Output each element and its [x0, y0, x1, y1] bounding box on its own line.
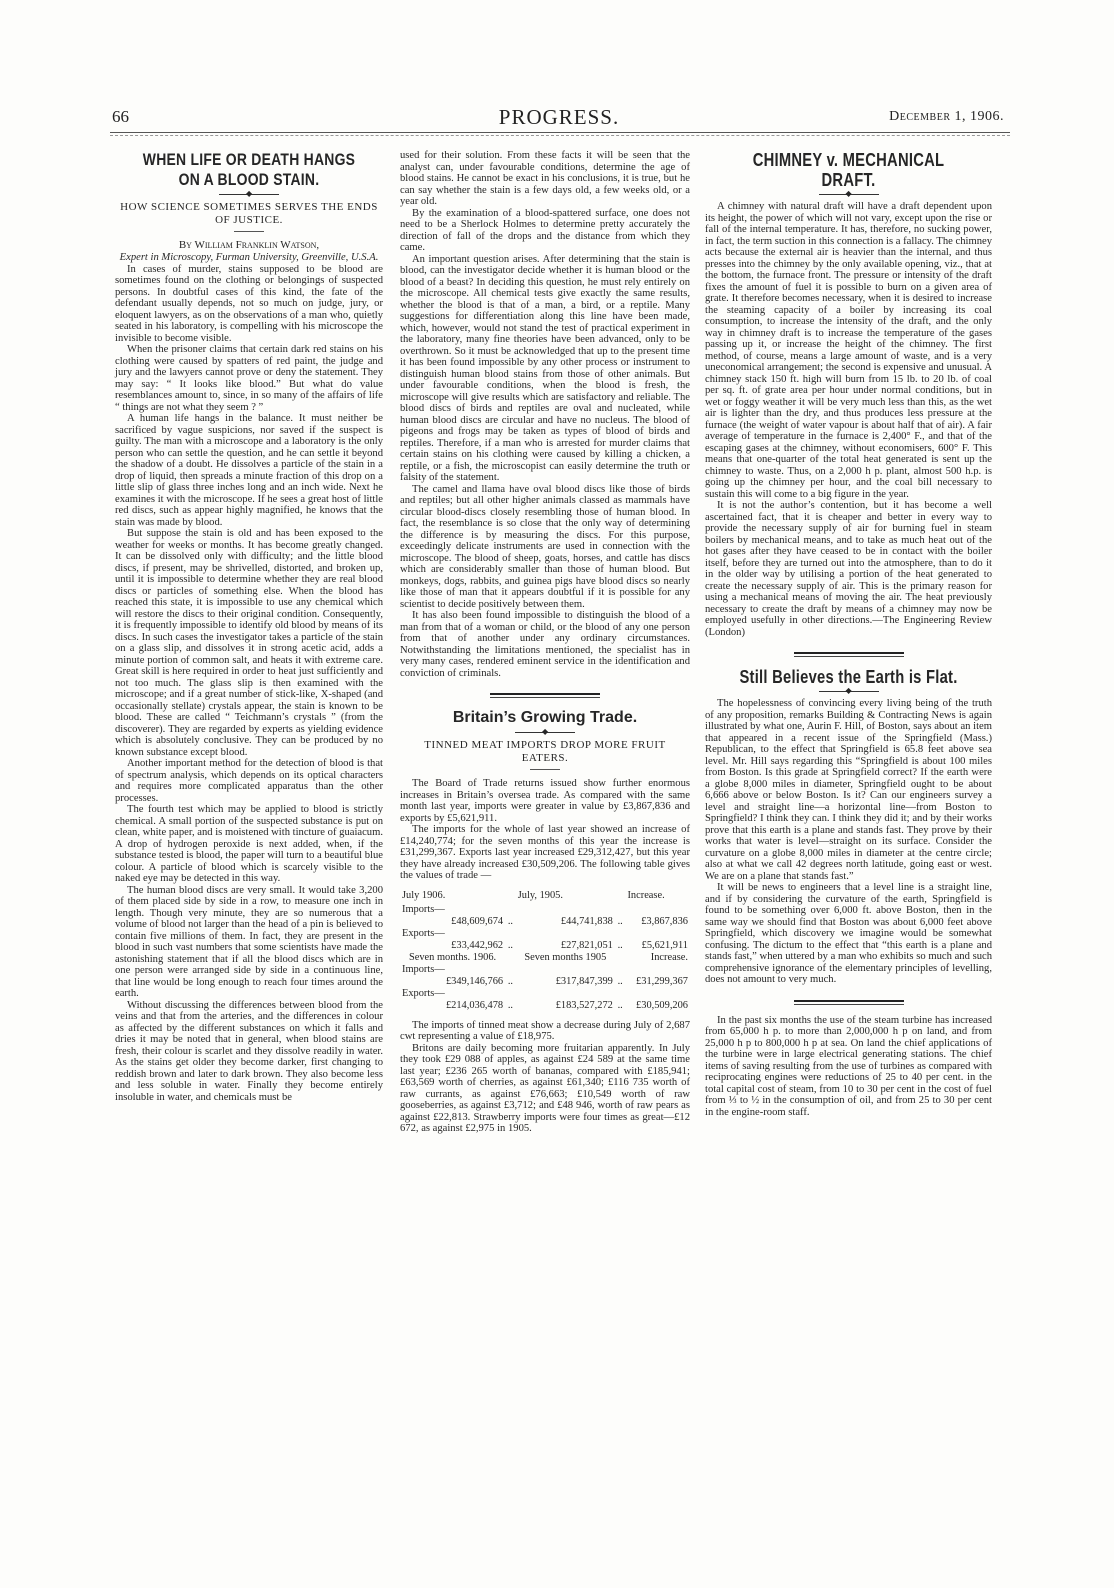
table-subheader: Increase. — [650, 951, 688, 963]
section-separator — [794, 652, 904, 657]
imports-label: Imports— — [402, 963, 445, 975]
paragraph: The imports for the whole of last year showed an increase of £14,240,774; for the seven months of this year the increase is £31,299,367. Exports last year increased £29,312,427, but this year they have already increased £30,509,206. The following table gives the values of trade — — [400, 824, 690, 881]
table-dots: .. — [507, 939, 514, 951]
exports-label: Exports— — [402, 927, 445, 939]
paragraph: used for their solution. From these facts it will be seen that the analyst can, under favourable conditions, determine the age of blood stains. He cannot be exact in his conclusions, it is true, but he can say whether the stain is a few days old, a few weeks old, or a year old. — [400, 150, 690, 207]
paragraph: The Board of Trade returns issued show further enormous increases in Britain’s oversea trade. As compared with the same month last year, imports were greater in value by £3,867,836 and exports by £5,621,911. — [400, 778, 690, 824]
table-dots: .. — [617, 915, 623, 927]
table-cell: £31,299,367 — [636, 975, 688, 987]
ornament-divider — [819, 691, 879, 692]
paragraph: Without discussing the differences between blood from the veins and that from the arteries, and the differences in colour as affected by the different substances on which it falls and dries it may be noted that in general, when blood stains are fresh, their colour is scarlet and they dissolve readily in water. As the stains get older they become darker, first changing to reddish brown and later to dark brown. They also become less and less soluble in water. Finally they become entirely insoluble in water, and chemicals must be — [115, 999, 383, 1103]
blood-article-subtitle: HOW SCIENCE SOMETIMES SERVES THE ENDS OF JUSTICE. — [120, 201, 378, 226]
table-row — [400, 916, 690, 928]
blood-article-byline: By William Franklin Watson, — [178, 239, 320, 251]
paragraph: The human blood discs are very small. It would take 3,200 of them placed side by side in a row, to measure one inch in length. Though very minute, they are so numerous that a volume of blood not larger than the head of a pin is believed to contain five millions of them. In fact, they are present in the blood in such vast numbers that some scientists have made the astonishing statement that if all the blood discs which are in one person were arranged side by side in a continuous line, that line would be long enough to reach four times around the earth. — [115, 884, 383, 999]
table-row — [400, 940, 690, 952]
paragraph: Another important method for the detection of blood is that of spectrum analysis, which depends on its optical characters and requires more complicated apparatus than the other processes. — [115, 758, 383, 804]
ornament-divider — [819, 194, 879, 195]
table-header: July 1906. — [402, 889, 446, 901]
chimney-article-title: CHIMNEY v. MECHANICAL DRAFT. — [752, 150, 945, 190]
table-cell: £44,741,838 — [560, 915, 613, 927]
section-separator — [490, 693, 600, 698]
table-cell: £48,609,674 — [451, 915, 504, 927]
earth-article-title: Still Believes the Earth is Flat. — [739, 667, 958, 687]
paragraph: It is not the author’s contention, but it has become a well ascertained fact, that it is cheaper and better in every way to provide the necessary supply of air for burning fuel in steam boilers by mechanical means, and to take as much heat out of the hot gases after they have ceased to be in contact with the boiler itself, before they are turned out into the atmosphere, than to do it in the older way by utilising a portion of the heat generated to create the necessary supply of air. This is the primary reason for using a mechanical means of moving the air. The heat previously necessary to create the draft by means of a chimney may now be employed usefully in other directions.—The Engineering Review (London) — [705, 500, 992, 638]
paragraph: A human life hangs in the balance. It must neither be sacrificed by vague suspicions, nor saved if the suspect is guilty. The man with a microscope and a laboratory is the only person who can settle the question, and he can settle it beyond the shadow of a doubt. He dissolves a particle of the stain in a drop of liquid, then spreads a minute fraction of this drop on a little slip of glass three inches long and an inch wide. Next he examines it with the microscope. If he sees a great host of little red discs, such as appear highly magnified, he knows that the stain was made by blood. — [115, 413, 383, 528]
table-dots: .. — [507, 975, 514, 987]
column-1 — [115, 150, 383, 1103]
table-row — [400, 988, 690, 1000]
ornament-divider — [219, 194, 279, 195]
table-row — [400, 928, 690, 940]
table-dots: .. — [617, 975, 623, 987]
table-header: July, 1905. — [517, 889, 563, 901]
paragraph: But suppose the stain is old and has been exposed to the weather for weeks or months. It has become greatly changed. It can be dissolved only with difficulty; and the little blood discs, if present, may be shrivelled, distorted, and broken up, until it is impossible to determine whether they are real blood discs or particles of something else. When the blood has reached this state, it is impossible to use any chemical which will restore the discs to their original condition. Consequently, it is frequently impossible to identify old blood by means of its discs. In such cases the investigator takes a particle of the stain on a glass slip, and dissolves it in strong acetic acid, adds a minute portion of common salt, and heats it with extreme care. Great skill is here required in order to heat just sufficiently and not too much. The glass slip is then examined with the microscope; and if a great number of stick-like, X-shaped (and occasionally stellate) crystals appear, the stain is known to be blood. These are called “ Teichmann’s crystals ” (from the discoverer). They are regarded by experts as yielding evidence which is absolutely conclusive. They can be produced by no known substance except blood. — [115, 528, 383, 758]
section-separator — [794, 1000, 904, 1005]
blood-article-title: WHEN LIFE OR DEATH HANGS ON A BLOOD STAIN. — [142, 150, 356, 189]
paragraph: It has also been found impossible to distinguish the blood of a man from that of a woman or child, or the blood of any one person from that of another under any ordinary circumstances. Notwithstanding the limitations mentioned, the specialist has in very many cases, rendered eminent service in the identification and conviction of criminals. — [400, 610, 690, 679]
table-row — [400, 904, 690, 916]
paragraph: An important question arises. After determining that the stain is blood, can the investigator decide whether it is human blood or the blood of a beast? In deciding this question, he must rely entirely on the microscope. All chemical tests give exactly the same results, whether the blood is that of a man, a bird, or a reptile. Many suggestions for differentiation along this line have been made, which, however, would not stand the test of practical experiment in the laboratory, many fine theories have been advanced, only to be overthrown. So it must be acknowledged that up to the present time it has been found impossible by any other process or instrument to distinguish human blood stains from those of other animals. But under favourable conditions, when the blood is fresh, the microscope will give results which are satisfactory and reliable. The blood discs of birds and reptiles are oval and nucleated, while human blood discs are circular and have no nucleus. The blood of pigeons and frogs may be taken as types of blood of birds and reptiles. Therefore, if a man who is arrested for murder claims that certain stains on his clothing were caused by killing a chicken, a reptile, or a fish, the microscopist can easily determine the truth or falsity of the statement. — [400, 253, 690, 483]
table-subheader: Seven months 1905 — [524, 951, 607, 963]
table-dots: .. — [617, 939, 623, 951]
table-cell: £183,527,272 — [555, 999, 613, 1011]
trade-article-title: Britain’s Growing Trade. — [452, 709, 638, 726]
table-header: Increase. — [627, 889, 665, 901]
paragraph: The imports of tinned meat show a decrease during July of 2,687 cwt representing a value of £18,975. — [400, 1019, 690, 1042]
paragraph: In the past six months the use of the steam turbine has increased from 65,000 h p. to more than 2,000,000 h p on land, and from 25,000 h p to 800,000 h p at sea. On land the chief applications of the turbine were in large electrical generating stations. The chief items of saving resulting from the use of turbines as compared with reciprocating engines were reductions of 25 to 40 per cent. in the total capital cost of steam, from 10 to 30 per cent in the cost of fuel from ⅓ to ½ in the consumption of oil, and from 25 to 30 per cent in the engine-room staff. — [705, 1014, 992, 1118]
table-subheader-row — [400, 952, 690, 964]
short-rule — [234, 231, 264, 232]
table-dots: .. — [507, 915, 514, 927]
table-cell: £27,821,051 — [560, 939, 613, 951]
paragraph: The hopelessness of convincing every living being of the truth of any proposition, remarks Building & Contracting News is again illustrated by what one, Aurin F. Hill, of Boston, says about an item that appeared in a recent issue of the Springfield (Mass.) Republican, to the effect that Springfield is 65.8 feet above sea level. Mr. Hill says regarding this “Springfield is about 100 miles from Boston. Is this grade at Springfield correct? If the earth were a globe 8,000 miles in diameter, Springfield ought to be about 6,666 above or below Boston. Is it? Can our engineers survey a level and straight line—a horizontal line—from Boston to Springfield? I think they can. I think they did it; and by their works prove that this earth is a plane and stands fast. They prove by their works that water is level—straight on its surface. Consider the curvature on a globe 8,000 miles in diameter at the centre circle; also at what we call 42 degrees north latitude, going east or west. We are on a plane that stands fast.” — [705, 698, 992, 882]
table-cell: £33,442,962 — [451, 939, 504, 951]
short-rule — [530, 769, 560, 770]
table-cell: £349,146,766 — [445, 975, 504, 987]
table-dots: .. — [617, 999, 623, 1011]
table-cell: £30,509,206 — [636, 999, 688, 1011]
table-header-row — [400, 890, 690, 904]
table-dots: .. — [507, 999, 514, 1011]
paragraph: The camel and llama have oval blood discs like those of birds and reptiles; but all other higher animals classed as mammals have circular blood-discs closely resembling those of human blood. In fact, the resemblance is so close that the only way of determining the difference is by measuring the discs. For this purpose, exceedingly delicate instruments are used in connection with the microscope. The blood of sheep, goats, horses, and cattle has discs which are considerably smaller than those of human blood. But monkeys, dogs, rabbits, and guinea pigs have blood discs so nearly like those of man that it appears doubtful if it is possible for any scientist to decide positively between them. — [400, 483, 690, 610]
imports-label: Imports— — [402, 903, 445, 915]
table-subheader: Seven months. 1906. — [408, 951, 497, 963]
table-cell: £317,847,399 — [555, 975, 613, 987]
trade-table — [400, 890, 690, 1012]
page-number: 66 — [112, 107, 129, 126]
paragraph: A chimney with natural draft will have a draft dependent upon its height, the power of which will not vary, except upon the rise or fall of the internal temperature. It has, therefore, no sucking power, in fact, the term suction in this connection is a fallacy. The chimney acts because the external air is heavier than the internal, and thus presses into the chimney by the only available opening, viz., that at the bottom, the furnace front. The pressure or intensity of the draft fixes the amount of fuel it is possible to burn on a given area of grate. It therefore becomes necessary, when it is desired to increase the steaming capacity of a boiler by increasing its coal consumption, to increase the intensity of the draft, and the only way in chimney draft is to increase the temperature of the gases passing up it, or increase the height of the chimney. The first method, of course, means a large amount of waste, and is a very uneconomical arrangement; the second is expensive and unusual. A chimney stack 150 ft. high will burn from 15 lb. to 20 lb. of coal per sq. ft. of grate area per hour under normal conditions, but in wet or foggy weather it will be very much less than this, as the wet air is lighter than the dry, and thus produces less pressure at the furnace (the weight of water vapour is about half that of air). A fair average of temperature in the furnace is 2,400° F., and that of the escaping gases at the chimney, without economisers, 600° F. This means that one-quarter of the total heat generated is sent up the chimney to waste. Thus, on a 2,000 h p. plant, almost 500 h.p. is going up the chimney per hour, and the coal bill necessary to sustain this will come to a big figure in the year. — [705, 201, 992, 500]
paragraph: In cases of murder, stains supposed to be blood are sometimes found on the clothing or belongings of suspected persons. In doubtful cases of this kind, the fate of the defendant usually depends, not so much on judge, jury, or eloquent lawyers, as on the observations of a man who, quietly seated in his laboratory, is compelling with his microscope the invisible to become visible. — [115, 263, 383, 344]
exports-label: Exports— — [402, 987, 445, 999]
header-rule-dashed — [110, 135, 1010, 136]
table-cell: £3,867,836 — [641, 915, 688, 927]
paragraph: When the prisoner claims that certain dark red stains on his clothing were caused by spatters of red paint, the judge and jury and the lawyers cannot prove or deny the statement. They may say: “ It looks like blood.” But what do value resemblances amount to, since, in so many of the affairs of life “ things are not what they seem ? ” — [115, 344, 383, 413]
column-2 — [400, 150, 690, 1135]
table-cell: £5,621,911 — [641, 939, 688, 951]
column-3 — [705, 150, 992, 1118]
masthead — [102, 105, 1016, 133]
table-cell: £214,036,478 — [445, 999, 504, 1011]
paragraph: Britons are daily becoming more fruitarian apparently. In July they took £29 088 of apples, as against £24 589 at the same time last year; £236 265 worth of bananas, compared with £185,941; £63,569 worth of cherries, as against £61,340; £116 735 worth of raw currants, as against £76,663; £10,549 worth of raw gooseberries, as against £3,712; and £48 946, worth of raw pears as against £22,813. Strawberry imports were four times as great—£12 672, as against £2,975 in 1905. — [400, 1042, 690, 1134]
publication-title: PROGRESS. — [498, 105, 620, 129]
header-rule — [110, 132, 1010, 133]
issue-date: December 1, 1906. — [889, 109, 1004, 124]
trade-article-subtitle: TINNED MEAT IMPORTS DROP MORE FRUIT EATERS. — [424, 739, 666, 764]
paragraph: It will be news to engineers that a level line is a straight line, and if by considering the curvature of the earth, Springfield is found to be something over 6,000 ft. above Boston, then in the same way we should find that Boston was about 6,000 feet above Springfield, which discovery we imagine would be somewhat confusing. The dictum to the effect that “this earth is a plane and stands fast,” when uttered by a man who exhibits so much and such comprehensive ignorance of the elementary principles of levelling, does not amount to very much. — [705, 882, 992, 985]
paragraph: By the examination of a blood-spattered surface, one does not need to be a Sherlock Holmes to determine pretty accurately the direction of fall of the drops and the distance from which they came. — [400, 207, 690, 253]
ornament-divider — [515, 732, 575, 733]
paragraph: The fourth test which may be applied to blood is strictly chemical. A small portion of the suspected substance is put on clean, white paper, and is moistened with tincture of guaiacum. A drop of hydrogen peroxide is next added, when, if the substance tested is blood, the paper will turn to a beautiful blue colour. A particle of blood which is scarcely visible to the naked eye may be detected in this way. — [115, 804, 383, 884]
table-row — [400, 964, 690, 976]
table-row — [400, 1000, 690, 1012]
table-row — [400, 976, 690, 988]
blood-article-affiliation: Expert in Microscopy, Furman University, Greenville, U.S.A. — [119, 251, 379, 263]
